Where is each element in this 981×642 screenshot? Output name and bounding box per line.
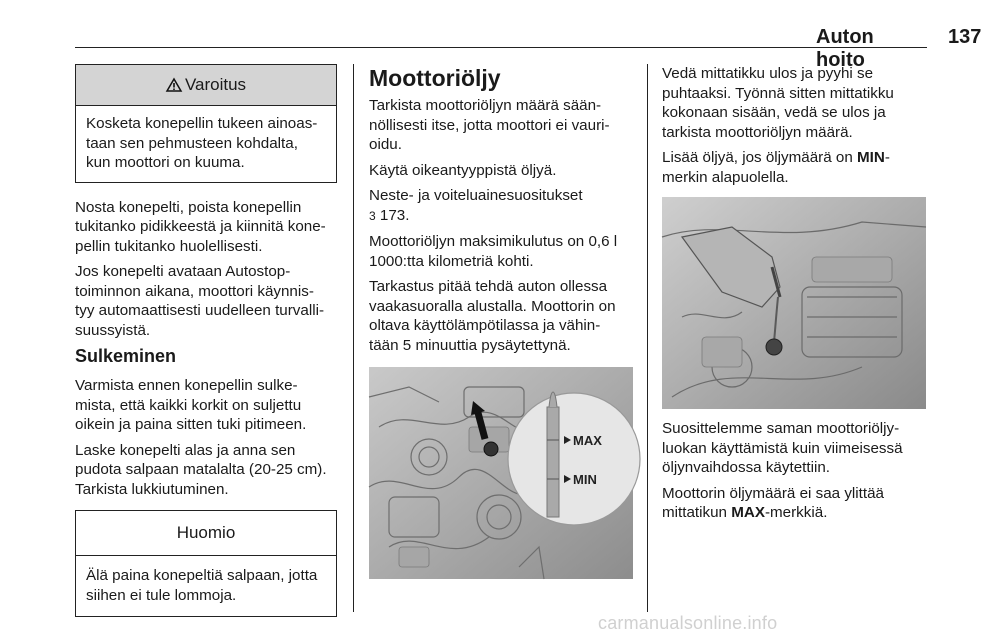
text-line: Neste- ja voiteluainesuositukset (369, 187, 583, 204)
text-line: siihen ei tule lommoja. (86, 586, 237, 604)
text-line: tarkista moottoriöljyn määrä. (662, 123, 853, 141)
text-line: puhtaaksi. Työnnä sitten mittatikku (662, 84, 894, 102)
text-line: - (884, 149, 890, 166)
engine-bay-illustration (369, 367, 633, 579)
text-line: Kosketa konepellin tukeen ainoas- (86, 115, 318, 132)
note-box (75, 510, 337, 617)
paragraph (662, 64, 928, 142)
text-line: pellin tukitanko huolellisesti. (75, 237, 263, 255)
paragraph (75, 376, 337, 435)
min-mark-label: MIN (573, 472, 597, 487)
section-title: Auton hoito (816, 26, 874, 71)
page-reference-link[interactable]: 173. (375, 206, 410, 224)
paragraph (662, 484, 928, 523)
paragraph (75, 262, 337, 340)
text-line: vaakasuoralla alustalla. Moottorin on (369, 297, 616, 315)
column-1 (75, 64, 337, 632)
subheading: Sulkeminen (75, 346, 177, 366)
text-line: Varmista ennen konepellin sulke- (75, 377, 298, 394)
column-3 (662, 64, 928, 529)
text-line: Lisää öljyä, jos öljymäärä on (662, 149, 858, 166)
text-line: Moottorin öljymäärä ei saa ylittää (662, 484, 885, 502)
warning-icon (166, 78, 182, 92)
oil-filling-figure (662, 197, 926, 409)
text-line: -merkkiä. (764, 504, 828, 521)
text-line: kokonaan sisään, vedä se ulos ja (662, 104, 886, 121)
warning-title: Varoitus (184, 75, 247, 94)
text-line: Älä paina konepeltiä salpaan, jotta (86, 567, 318, 584)
paragraph (369, 186, 635, 226)
paragraph (662, 148, 928, 187)
text-line: taan sen pehmusteen kohdalta, (86, 134, 298, 152)
text-line: Tarkastus pitää tehdä auton ollessa (369, 278, 608, 295)
text-line: öljynvaihdossa käytettiin. (662, 459, 830, 476)
section-heading: Moottoriöljy (369, 65, 501, 91)
text-line: tään 5 minuuttia pysäytettynä. (369, 336, 571, 354)
max-label: MAX (731, 504, 765, 521)
footer-watermark: carmanualsonline.info (598, 613, 778, 633)
text-line: oikein ja paina sitten tuki pitimeen. (75, 416, 307, 433)
paragraph (369, 96, 635, 155)
text-line: merkin alapuolella. (662, 168, 789, 186)
text-line: Suosittelemme saman moottoriöljy- (662, 420, 900, 437)
page-number: 137 (948, 26, 981, 48)
warning-box (75, 64, 337, 183)
text-line: 1000:tta kilometriä kohti. (369, 252, 534, 270)
text-line: Laske konepelti alas ja anna sen (75, 441, 296, 459)
note-text (76, 556, 336, 616)
text-line: oidu. (369, 136, 402, 153)
text-line: tukitanko pidikkeestä ja kiinnitä kone- (75, 218, 326, 235)
column-divider (353, 64, 354, 612)
paragraph (369, 232, 635, 271)
text-line: Jos konepelti avataan Autostop- (75, 263, 291, 280)
text-line: toiminnon aikana, moottori käynnis- (75, 282, 314, 300)
min-label: MIN (857, 149, 885, 166)
text-line: Tarkista moottoriöljyn määrä sään- (369, 97, 602, 114)
paragraph (75, 441, 337, 500)
warning-text (76, 106, 336, 182)
text-line: Nosta konepelti, poista konepellin (75, 198, 302, 216)
text-line: tyy automaattisesti uudelleen turvalli- (75, 302, 325, 319)
text-line: mittatikun (662, 504, 732, 521)
max-mark-label: MAX (573, 433, 602, 448)
column-2 (369, 64, 635, 579)
paragraph (369, 161, 635, 181)
text-line: luokan käyttämistä kuin viimeisessä (662, 439, 903, 457)
warning-header (76, 65, 336, 106)
page-reference-icon: 3 (369, 208, 376, 223)
text-line: oltava käyttölämpötilassa ja vähin- (369, 317, 601, 334)
text-line: Moottoriöljyn maksimikulutus on 0,6 l (369, 233, 618, 250)
paragraph (369, 277, 635, 355)
text-line: kun moottori on kuuma. (86, 154, 245, 171)
text-line: pudota salpaan matalalta (20-25 cm). (75, 461, 327, 478)
column-divider (647, 64, 648, 612)
oil-filling-illustration (662, 197, 926, 409)
text-line: suussyistä. (75, 321, 151, 339)
paragraph (662, 419, 928, 478)
text-line: Vedä mittatikku ulos ja pyyhi se (662, 65, 874, 82)
text-line: nöllisesti itse, jotta moottori ei vauri- (369, 116, 610, 134)
note-title: Huomio (176, 523, 236, 542)
paragraph (75, 198, 337, 257)
text-line: mista, että kaikki korkit on suljettu (75, 396, 302, 414)
dipstick-figure (369, 367, 633, 579)
text-line: Tarkista lukkiutuminen. (75, 480, 229, 498)
note-header (76, 511, 336, 556)
page-header (75, 0, 981, 71)
text-line: Käytä oikeantyyppistä öljyä. (369, 161, 557, 179)
